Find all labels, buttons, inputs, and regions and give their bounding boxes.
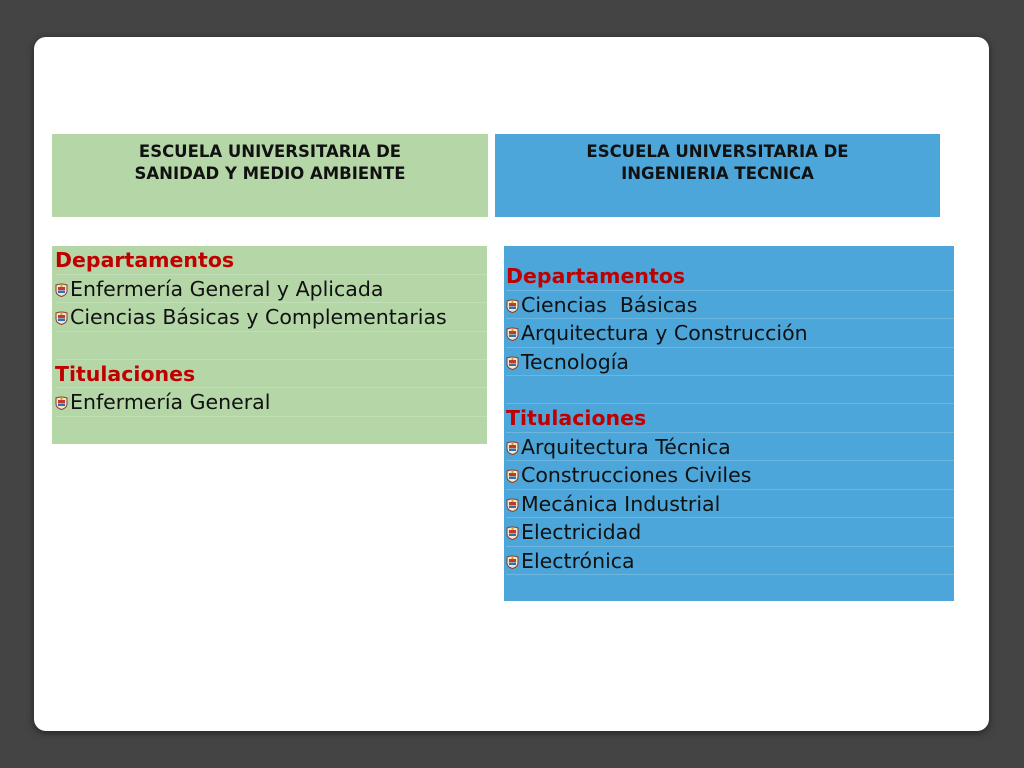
crest-bullet-icon [506,441,519,455]
list-item-label: Tecnología [521,349,629,374]
spacer [55,332,487,360]
right-school-header [495,134,940,217]
list-item [506,461,954,490]
crest-bullet-icon [506,327,519,341]
crest-bullet-icon [506,526,519,540]
right-degrees-heading: Titulaciones [506,404,954,433]
list-item [506,518,954,547]
list-item [506,319,954,348]
right-school-title-line1: ESCUELA UNIVERSITARIA DE [586,142,849,161]
left-departments-heading: Departamentos [55,246,487,275]
crest-bullet-icon [506,299,519,313]
list-item-label: Electricidad [521,520,642,544]
right-school-content [504,246,954,601]
list-item-label: Enfermería General y Aplicada [70,276,384,301]
left-school-header [52,134,488,217]
list-item-label: Construcciones Civiles [521,463,752,487]
list-item [506,291,954,320]
spacer [506,246,954,262]
crest-bullet-icon [55,396,68,410]
crest-bullet-icon [55,311,68,325]
list-item-label: Ciencias Básicas y Complementarias [70,305,447,329]
list-item-label: Electrónica [521,548,635,573]
left-school-content [52,246,487,444]
left-school-title-line2: SANIDAD Y MEDIO AMBIENTE [134,164,406,183]
crest-bullet-icon [506,555,519,569]
slide [34,37,989,731]
list-item [55,275,487,304]
list-item-label: Enfermería General [70,390,271,414]
list-item-label: Arquitectura Técnica [521,434,731,459]
crest-bullet-icon [506,498,519,512]
right-school-title-line2: INGENIERIA TECNICA [621,164,814,183]
list-item-label: Ciencias Básicas [521,292,698,317]
list-item-label: Arquitectura y Construcción [521,321,808,345]
list-item-label: Mecánica Industrial [521,491,721,516]
list-item [506,490,954,519]
spacer [506,376,954,404]
list-item [506,547,954,576]
list-item [506,433,954,462]
crest-bullet-icon [55,283,68,297]
crest-bullet-icon [506,356,519,370]
list-item [55,388,487,417]
right-departments-heading: Departamentos [506,262,954,291]
crest-bullet-icon [506,469,519,483]
left-school-title-line1: ESCUELA UNIVERSITARIA DE [138,142,402,161]
list-item [55,303,487,332]
list-item [506,348,954,377]
left-degrees-heading: Titulaciones [55,360,487,389]
